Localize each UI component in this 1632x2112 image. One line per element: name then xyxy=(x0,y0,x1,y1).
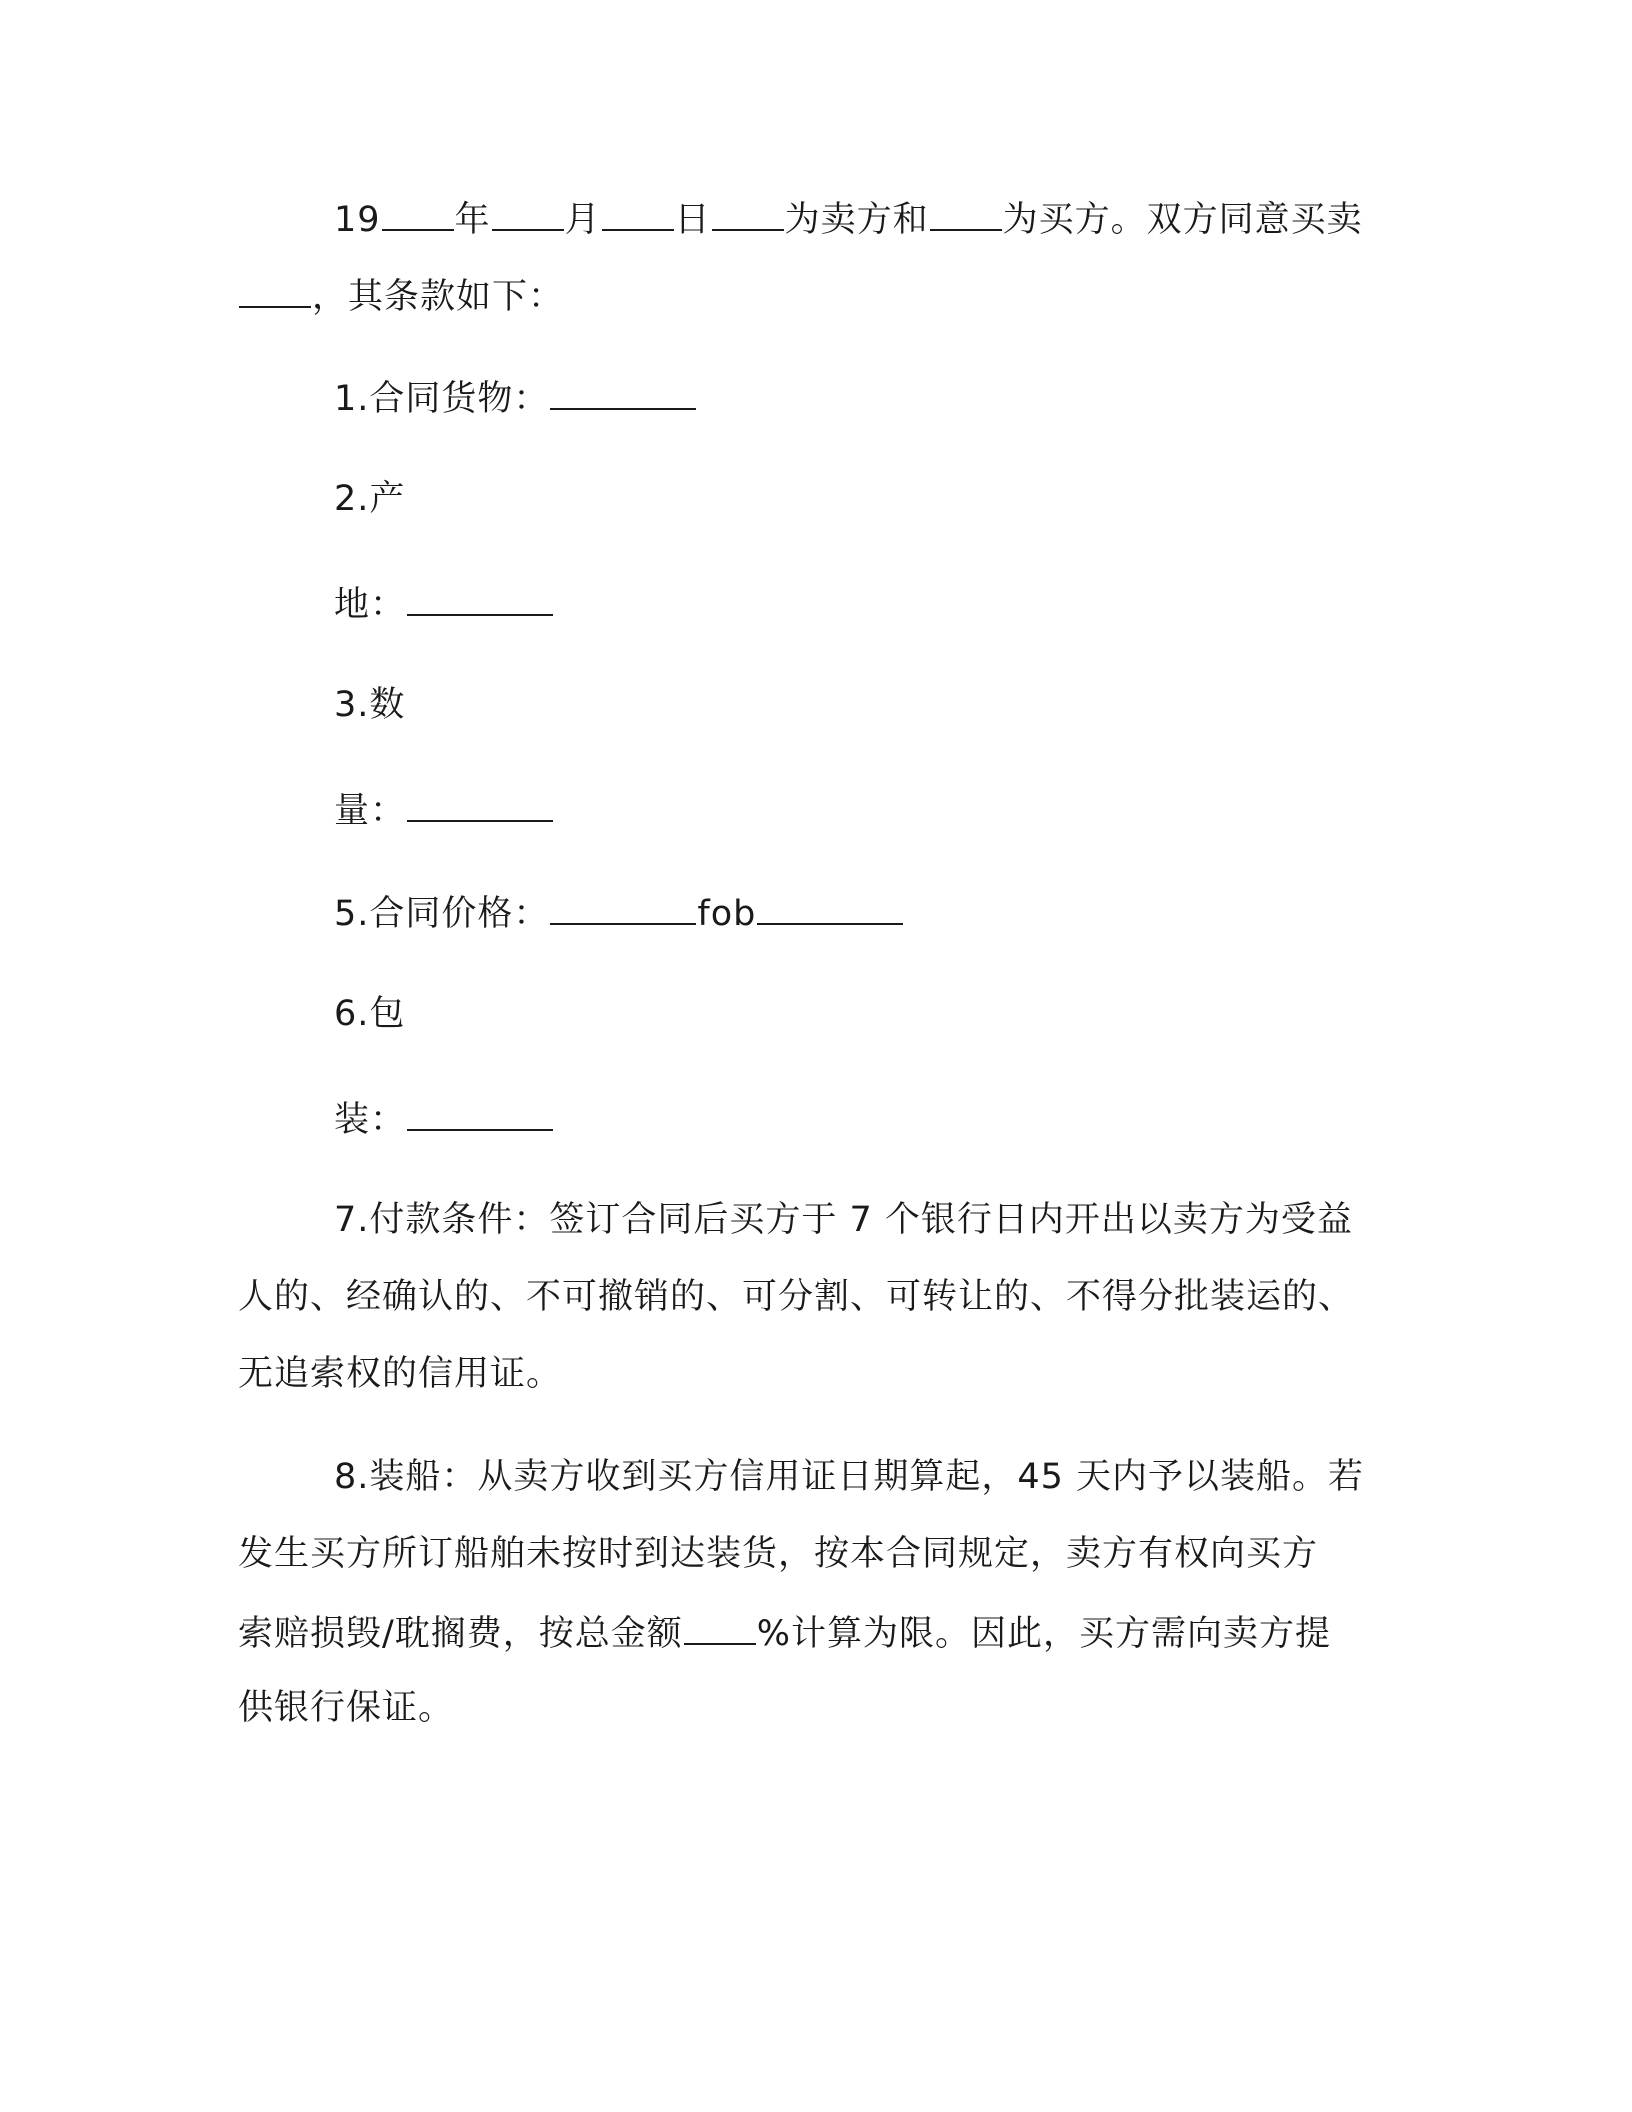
item-1-goods xyxy=(334,374,697,421)
item-7-line-1: 7.付款条件：签订合同后买方于 7 个银行日内开出以卖方为受益 xyxy=(334,1200,1353,1240)
item-5-fob: fob xyxy=(697,894,757,934)
intro-month-label: 月 xyxy=(564,200,601,240)
goods-blank xyxy=(239,272,311,308)
intro-line-1 xyxy=(334,195,1363,242)
item-2-label-1: 2.产 xyxy=(334,479,406,519)
intro-seller-label: 为卖方和 xyxy=(784,200,929,240)
buyer-blank xyxy=(930,195,1002,231)
item-3-label-1: 3.数 xyxy=(334,685,406,725)
item-3-label-2: 量： xyxy=(334,791,407,831)
item-5-blank-1 xyxy=(550,889,696,925)
day-blank xyxy=(602,195,674,231)
item-7-line-2: 人的、经确认的、不可撤销的、可分割、可转让的、不得分批装运的、 xyxy=(238,1277,1355,1317)
intro-buyer-label: 为买方。双方同意买卖 xyxy=(1002,200,1363,240)
item-8-line-1: 8.装船：从卖方收到买方信用证日期算起，45 天内予以装船。若 xyxy=(334,1457,1365,1497)
item-6-label-2: 装： xyxy=(334,1100,407,1140)
item-8-percent-blank xyxy=(684,1609,756,1645)
item-3-quantity-line-2 xyxy=(334,786,554,833)
item-8-line-3-b: %计算为限。因此，买方需向卖方提 xyxy=(756,1614,1332,1654)
item-1-label: 1.合同货物： xyxy=(334,379,550,419)
intro-day-label: 日 xyxy=(674,200,711,240)
item-6-packing-line-1 xyxy=(334,992,405,1036)
item-8-line-3-a: 索赔损毁/耽搁费，按总金额 xyxy=(238,1614,683,1654)
item-6-label-1: 6.包 xyxy=(334,994,406,1034)
item-2-origin-line-1 xyxy=(334,477,405,521)
item-3-quantity-line-1 xyxy=(334,683,405,727)
year-blank xyxy=(382,195,454,231)
item-6-packing-line-2 xyxy=(334,1095,554,1142)
intro-line-2 xyxy=(238,272,564,319)
item-5-price xyxy=(334,889,904,936)
item-2-blank xyxy=(407,580,553,616)
intro-year-prefix: 19 xyxy=(334,200,381,240)
item-1-blank xyxy=(550,374,696,410)
item-7-line-3: 无追索权的信用证。 xyxy=(238,1354,563,1394)
item-8-line-4: 供银行保证。 xyxy=(238,1688,455,1728)
item-2-label-2: 地： xyxy=(334,585,407,625)
item-5-label: 5.合同价格： xyxy=(334,894,550,934)
item-8-line-3 xyxy=(238,1609,1331,1656)
item-5-blank-2 xyxy=(757,889,903,925)
item-3-blank xyxy=(407,786,553,822)
item-2-origin-line-2 xyxy=(334,580,554,627)
intro-year-label: 年 xyxy=(454,200,491,240)
seller-blank xyxy=(712,195,784,231)
intro-terms-label: ，其条款如下： xyxy=(312,277,565,317)
item-8-line-2: 发生买方所订船舶未按时到达装货，按本合同规定，卖方有权向买方 xyxy=(238,1534,1319,1574)
item-6-blank xyxy=(407,1095,553,1131)
month-blank xyxy=(492,195,564,231)
